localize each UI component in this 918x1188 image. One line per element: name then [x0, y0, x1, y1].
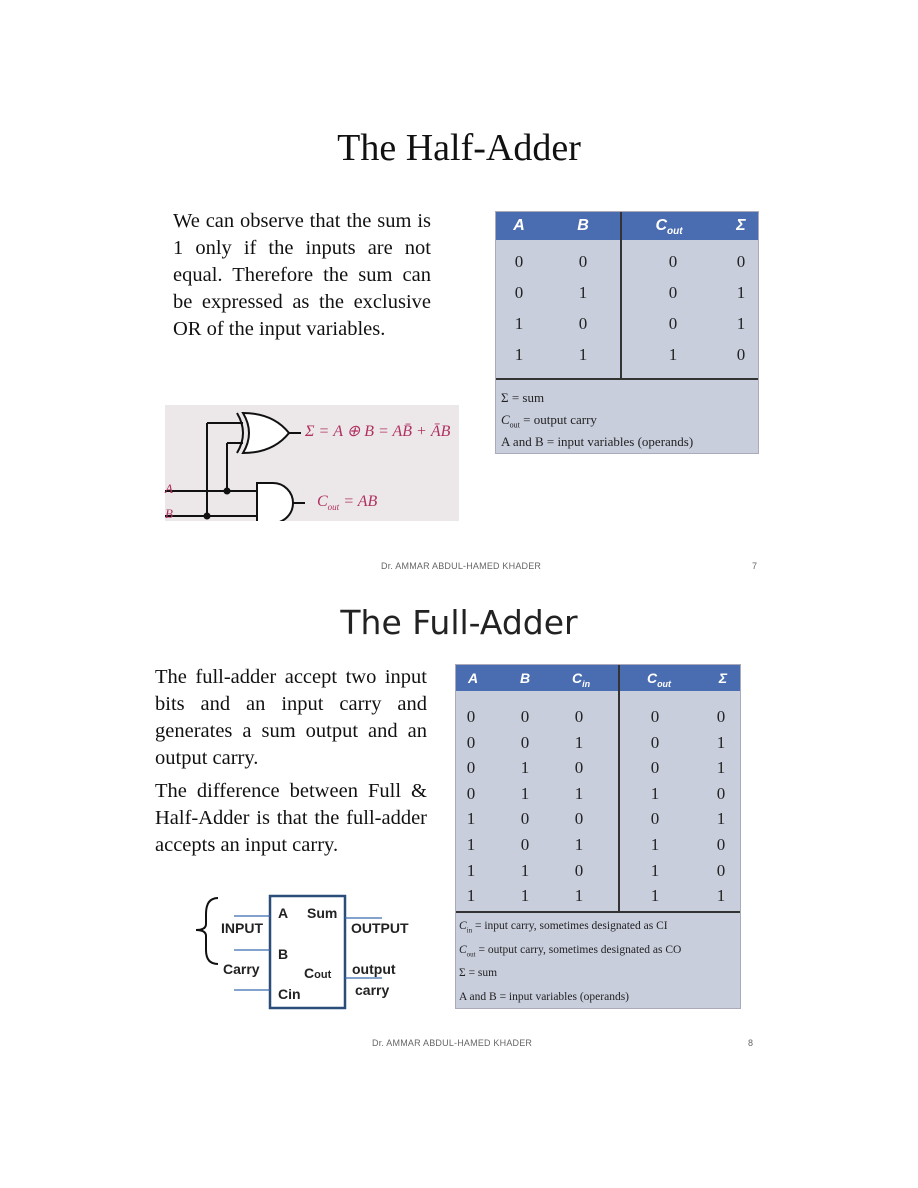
block-cin-label: Cin — [278, 986, 301, 1002]
table-row — [456, 886, 740, 912]
note-cin: $C_{in}$ = input carry, sometimes designated as CI — [459, 920, 668, 935]
table-cell: 0 — [716, 783, 726, 803]
block-a-label: A — [278, 905, 289, 921]
table-cell: 0 — [716, 834, 726, 854]
header-sigma: Σ — [718, 670, 728, 686]
block-output-carry-label-2: carry — [355, 982, 390, 998]
table-cell: 0 — [578, 314, 588, 333]
table-cell: 0 — [716, 860, 726, 880]
note-ab: A and B = input variables (operands) — [501, 434, 694, 449]
table-row — [456, 733, 740, 759]
table-header — [496, 212, 758, 240]
table-body — [496, 252, 758, 376]
table-row — [496, 314, 758, 345]
table-cell: 0 — [466, 707, 476, 726]
table-cell: 1 — [578, 345, 588, 364]
table-cell: 0 — [514, 283, 524, 302]
table-cell: 0 — [668, 252, 678, 271]
table-cell: 1 — [574, 783, 584, 803]
table-cell: 1 — [578, 283, 588, 302]
table-row — [456, 861, 740, 887]
table-cell: 1 — [716, 732, 726, 752]
header-b: B — [577, 217, 589, 234]
table-cell: 1 — [736, 283, 746, 302]
table-cell: 1 — [520, 860, 530, 880]
table-cell: 1 — [574, 732, 584, 752]
table-row — [496, 252, 758, 283]
header-cin: $C_{in}$ — [571, 670, 591, 689]
block-carry-label: Carry — [223, 961, 260, 977]
block-output-carry-label-1: output — [352, 961, 396, 977]
table-cell: 0 — [574, 860, 584, 880]
table-row — [496, 283, 758, 314]
table-cell: 0 — [520, 732, 530, 752]
table-body — [456, 707, 740, 912]
full-adder-title: The Full-Adder — [340, 603, 578, 642]
input-b-label: B — [165, 506, 173, 521]
note-sum: Σ = sum — [501, 390, 545, 405]
header-a: A — [513, 217, 525, 234]
table-cell: 1 — [668, 345, 678, 364]
table-cell: 0 — [736, 345, 746, 364]
table-cell: 0 — [514, 252, 524, 271]
table-cell: 0 — [520, 809, 530, 829]
table-cell: 0 — [650, 732, 660, 752]
block-b-label: B — [278, 946, 289, 962]
table-cell: 0 — [574, 809, 584, 829]
note-sum: Σ = sum — [459, 967, 498, 979]
header-sigma: Σ — [736, 217, 746, 234]
table-cell: 1 — [466, 834, 476, 854]
table-row — [456, 809, 740, 835]
full-adder-truth-table — [455, 664, 741, 1009]
header-cout: $C_{out}$ — [655, 217, 683, 238]
table-cell: 1 — [520, 886, 530, 906]
table-cell: 0 — [578, 252, 588, 271]
note-cout: $C_{out}$ = output carry, sometimes designated as CO — [459, 944, 682, 959]
table-cell: 1 — [650, 886, 660, 906]
table-cell: 1 — [514, 314, 524, 333]
footer-author: Dr. AMMAR ABDUL-HAMED KHADER — [381, 561, 542, 571]
table-cell: 0 — [520, 834, 530, 854]
table-cell: 1 — [520, 783, 530, 803]
table-cell: 0 — [650, 809, 660, 829]
table-cell: 0 — [574, 758, 584, 778]
table-cell: 1 — [466, 809, 476, 829]
table-row — [456, 707, 740, 733]
table-cell: 1 — [650, 860, 660, 880]
block-input-label: INPUT — [221, 920, 263, 936]
table-cell: 1 — [514, 345, 524, 364]
table-row — [456, 758, 740, 784]
note-ab: A and B = input variables (operands) — [459, 991, 630, 1003]
table-cell: 0 — [650, 758, 660, 778]
table-cell: 0 — [668, 283, 678, 302]
table-cell: 1 — [716, 886, 726, 906]
table-cell: 1 — [736, 314, 746, 333]
table-cell: 1 — [650, 783, 660, 803]
table-cell: 1 — [574, 886, 584, 906]
table-header — [456, 665, 740, 691]
full-adder-difference: The difference between Full & Half-Adder is that the full-adder accepts an input carry. — [155, 780, 427, 856]
table-cell: 1 — [466, 886, 476, 906]
table-cell: 1 — [716, 758, 726, 778]
header-a: A — [467, 670, 479, 686]
page-number: 7 — [752, 561, 758, 571]
header-b: B — [519, 670, 531, 686]
table-cell: 1 — [520, 758, 530, 778]
block-cout-label: Cout — [304, 965, 332, 981]
page-number: 8 — [748, 1038, 754, 1048]
half-adder-truth-table — [495, 211, 759, 454]
table-cell: 0 — [650, 707, 660, 726]
full-adder-block-diagram — [190, 890, 420, 1015]
table-cell: 0 — [736, 252, 746, 271]
table-row — [456, 835, 740, 861]
full-adder-description: The full-adder accept two input bits and an input carry and generates a sum output and an output carry. — [155, 666, 427, 769]
table-row — [456, 784, 740, 810]
half-adder-description: We can observe that the sum is 1 only if the inputs are not equal. Therefore the sum can be expressed as the exclusive OR of the input variables. — [173, 210, 431, 340]
table-cell: 1 — [574, 834, 584, 854]
table-cell: 0 — [574, 707, 584, 726]
block-output-label: OUTPUT — [351, 920, 409, 936]
table-cell: 0 — [466, 732, 476, 752]
table-cell: 1 — [466, 860, 476, 880]
sum-expression: Σ = A ⊕ B = AB̄ + ĀB — [305, 423, 451, 440]
cout-expression: $C_{out}$ = AB — [317, 493, 378, 513]
table-cell: 0 — [716, 707, 726, 726]
table-cell: 0 — [520, 707, 530, 726]
input-a-label: A — [165, 481, 173, 496]
table-cell: 0 — [466, 758, 476, 778]
block-sum-label: Sum — [307, 905, 338, 921]
table-cell: 1 — [650, 834, 660, 854]
half-adder-title: The Half-Adder — [337, 127, 581, 169]
table-cell: 1 — [716, 809, 726, 829]
table-cell: 0 — [466, 783, 476, 803]
note-cout: $C_{out}$ = output carry — [501, 412, 597, 430]
header-cout: $C_{out}$ — [646, 670, 672, 689]
footer-author: Dr. AMMAR ABDUL-HAMED KHADER — [372, 1038, 533, 1048]
table-cell: 0 — [668, 314, 678, 333]
half-adder-circuit — [165, 405, 459, 521]
table-row — [496, 345, 758, 376]
